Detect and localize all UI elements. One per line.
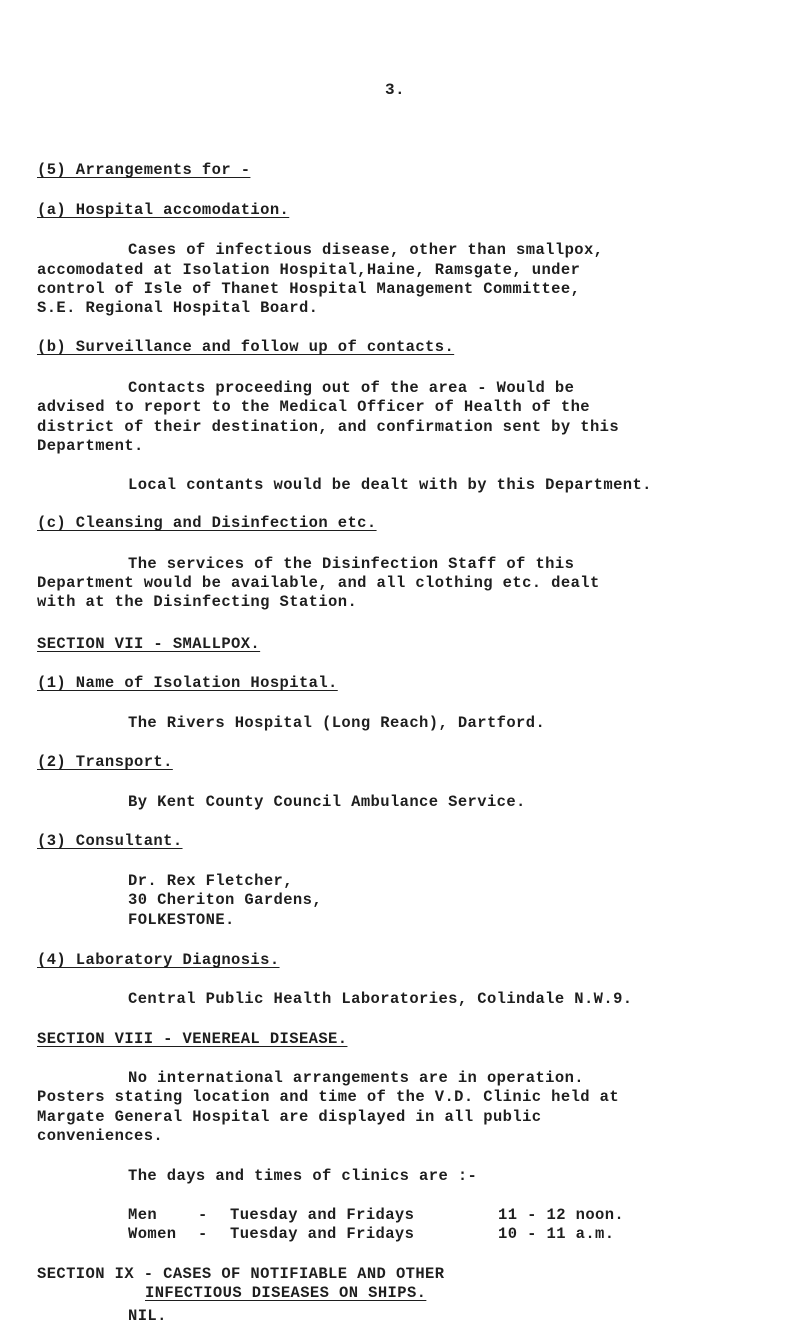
section-8-heading: SECTION VIII - VENEREAL DISEASE. [37, 1030, 348, 1048]
item-b-text-line: Contacts proceeding out of the area - Would be [128, 379, 575, 397]
isolation-hospital-name: The Rivers Hospital (Long Reach), Dartford. [128, 714, 546, 732]
section-9-heading-line: SECTION IX - CASES OF NOTIFIABLE AND OTHER [37, 1265, 445, 1283]
item-b-heading: (b) Surveillance and follow up of contacts. [37, 338, 455, 356]
clinic-dash: - [198, 1225, 208, 1243]
item-c-heading: (c) Cleansing and Disinfection etc. [37, 514, 377, 532]
item-a-text-line: accomodated at Isolation Hospital,Haine, Ramsgate, under [37, 261, 581, 279]
clinic-time: 10 - 11 a.m. [498, 1225, 615, 1243]
section-8-text-line: conveniences. [37, 1127, 164, 1145]
item-3-heading: (3) Consultant. [37, 832, 183, 850]
item-1-heading: (1) Name of Isolation Hospital. [37, 674, 338, 692]
item-c-text-line: The services of the Disinfection Staff of this [128, 555, 575, 573]
item-a-text-line: control of Isle of Thanet Hospital Management Committee, [37, 280, 581, 298]
clinic-who: Women [128, 1225, 177, 1243]
clinic-time: 11 - 12 noon. [498, 1206, 625, 1224]
item-b-text-line: advised to report to the Medical Officer of Health of the [37, 398, 590, 416]
item-b-local-contacts: Local contants would be dealt with by this Department. [128, 476, 652, 494]
item-c-text-line: Department would be available, and all clothing etc. dealt [37, 574, 600, 592]
section-8-text-line: No international arrangements are in operation. [128, 1069, 584, 1087]
clinic-who: Men [128, 1206, 158, 1224]
clinic-days: Tuesday and Fridays [230, 1206, 415, 1224]
page-number: 3. [385, 81, 406, 99]
consultant-address-line: FOLKESTONE. [128, 911, 235, 929]
clinic-days: Tuesday and Fridays [230, 1225, 415, 1243]
item-b-text-line: district of their destination, and confirmation sent by this [37, 418, 620, 436]
section-9-text: NIL. [128, 1307, 167, 1325]
section-7-heading: SECTION VII - SMALLPOX. [37, 635, 261, 653]
consultant-address-line: Dr. Rex Fletcher, [128, 872, 293, 890]
section-5-heading: (5) Arrangements for - [37, 161, 251, 179]
item-4-heading: (4) Laboratory Diagnosis. [37, 951, 280, 969]
section-8-text-line: Posters stating location and time of the V.D. Clinic held at [37, 1088, 620, 1106]
item-a-heading: (a) Hospital accomodation. [37, 201, 290, 219]
transport-text: By Kent County Council Ambulance Service. [128, 793, 526, 811]
consultant-address-line: 30 Cheriton Gardens, [128, 891, 323, 909]
clinic-dash: - [198, 1206, 208, 1224]
section-8-text-line: Margate General Hospital are displayed in all public [37, 1108, 542, 1126]
item-c-text-line: with at the Disinfecting Station. [37, 593, 358, 611]
item-b-text-line: Department. [37, 437, 144, 455]
item-2-heading: (2) Transport. [37, 753, 173, 771]
clinics-intro: The days and times of clinics are :- [128, 1167, 478, 1185]
item-a-text-line: S.E. Regional Hospital Board. [37, 299, 319, 317]
laboratory-text: Central Public Health Laboratories, Colindale N.W.9. [128, 990, 633, 1008]
section-9-heading-line: INFECTIOUS DISEASES ON SHIPS. [145, 1284, 427, 1302]
item-a-text-line: Cases of infectious disease, other than smallpox, [128, 241, 604, 259]
